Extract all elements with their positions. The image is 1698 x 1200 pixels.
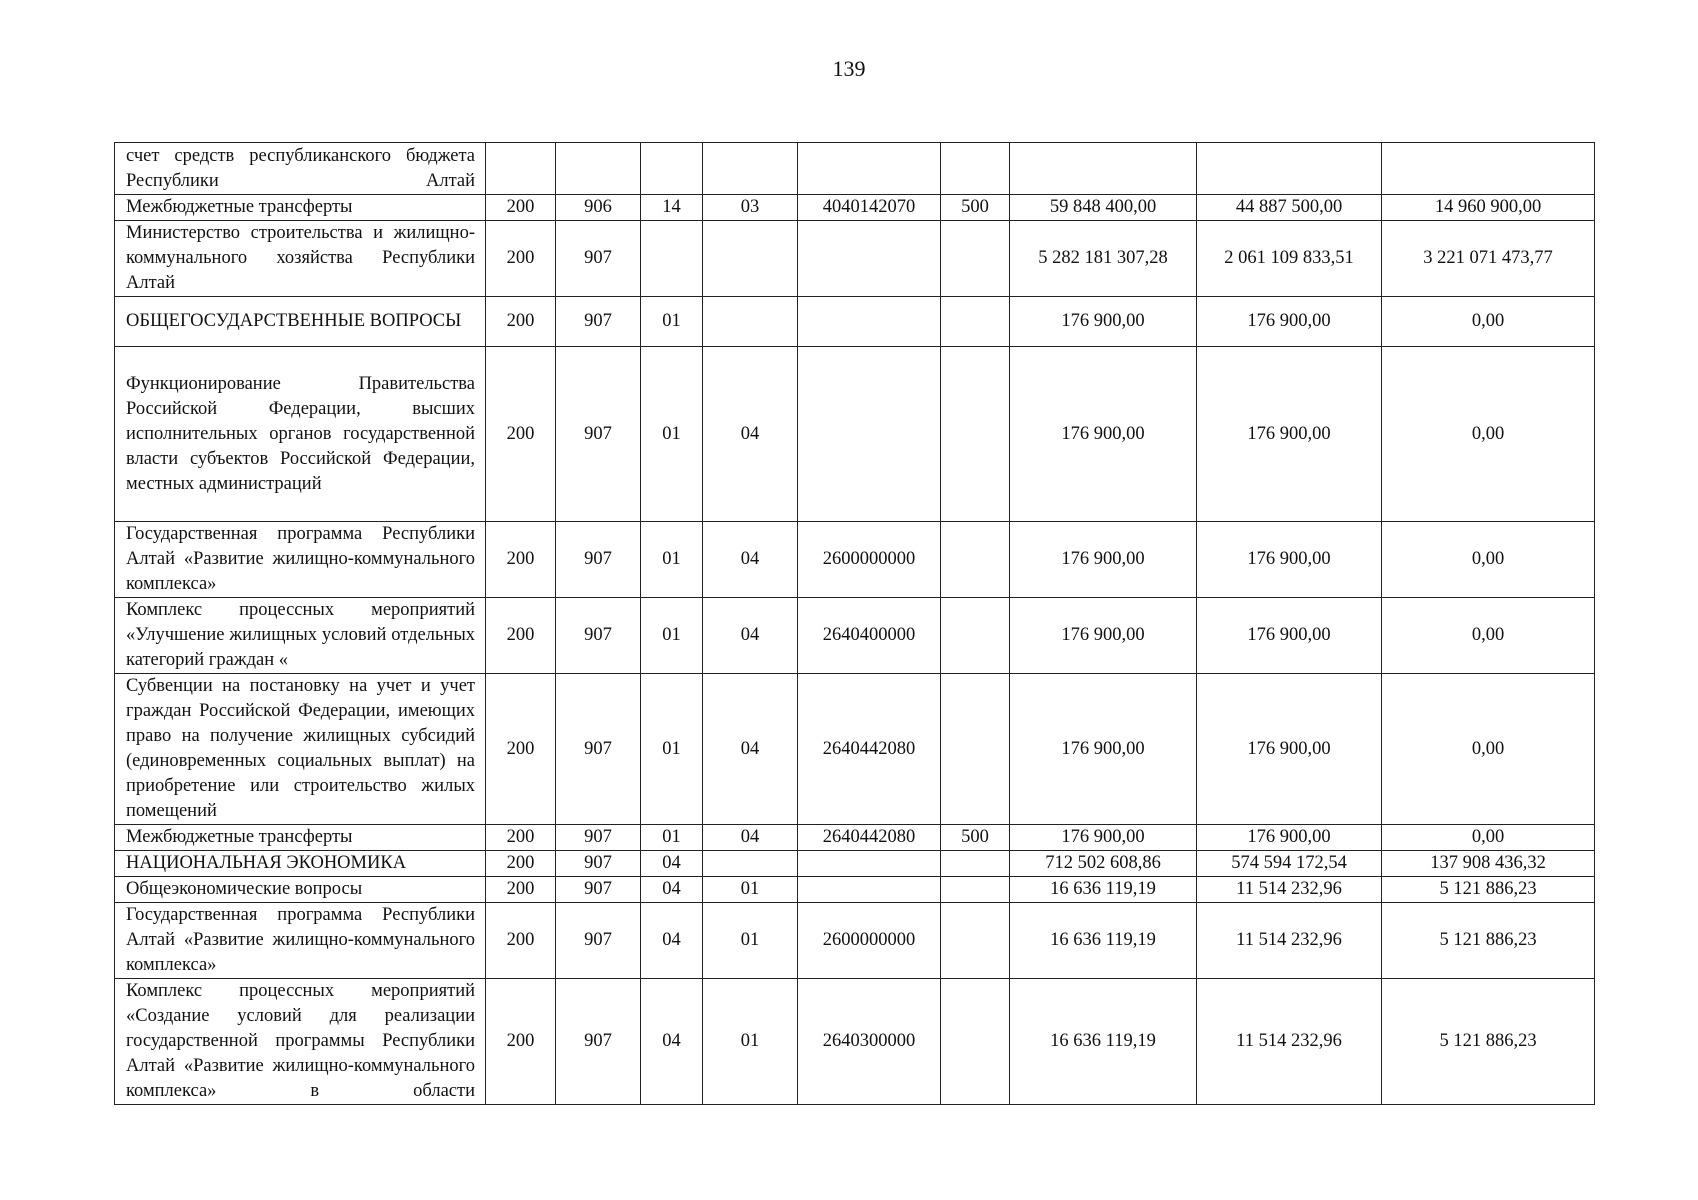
- sum-fed-cell: 176 900,00: [1197, 522, 1382, 598]
- pr-cell: 01: [703, 877, 798, 903]
- sum-total-cell: 16 636 119,19: [1010, 979, 1197, 1105]
- table-row: [115, 979, 1595, 1105]
- row-name-cell: Комплекс процессных мероприятий «Улучшение жилищных условий отдельных категорий граждан «: [115, 598, 486, 674]
- rz-cell: 01: [641, 522, 703, 598]
- ved-cell: 907: [556, 522, 641, 598]
- ved-cell: 907: [556, 598, 641, 674]
- sum-fed-cell: 44 887 500,00: [1197, 195, 1382, 221]
- pr-cell: [703, 221, 798, 297]
- gv-cell: 200: [486, 903, 556, 979]
- sum-rep-cell: 5 121 886,23: [1382, 903, 1595, 979]
- pr-cell: 04: [703, 598, 798, 674]
- gv-cell: 200: [486, 522, 556, 598]
- row-name-cell: Комплекс процессных мероприятий «Создание условий для реализации государственной программы Республики Алтай «Развитие жилищно-коммунального комплекса» в области: [115, 979, 486, 1105]
- sum-fed-cell: 176 900,00: [1197, 347, 1382, 522]
- pr-cell: [703, 851, 798, 877]
- table-row: [115, 221, 1595, 297]
- gv-cell: 200: [486, 979, 556, 1105]
- gv-cell: 200: [486, 825, 556, 851]
- pr-cell: 01: [703, 979, 798, 1105]
- table-row: [115, 143, 1595, 195]
- sum-rep-cell: 5 121 886,23: [1382, 877, 1595, 903]
- pr-cell: [703, 143, 798, 195]
- vr-cell: [941, 598, 1010, 674]
- vr-cell: 500: [941, 825, 1010, 851]
- csr-cell: 2600000000: [798, 903, 941, 979]
- table-row: [115, 903, 1595, 979]
- table-row: [115, 347, 1595, 522]
- gv-cell: 200: [486, 195, 556, 221]
- sum-fed-cell: 176 900,00: [1197, 297, 1382, 347]
- csr-cell: 2640300000: [798, 979, 941, 1105]
- sum-fed-cell: 176 900,00: [1197, 674, 1382, 825]
- ved-cell: 907: [556, 825, 641, 851]
- sum-total-cell: 59 848 400,00: [1010, 195, 1197, 221]
- ved-cell: 907: [556, 851, 641, 877]
- sum-total-cell: 176 900,00: [1010, 297, 1197, 347]
- sum-total-cell: 16 636 119,19: [1010, 877, 1197, 903]
- sum-fed-cell: 574 594 172,54: [1197, 851, 1382, 877]
- row-name-cell: Государственная программа Республики Алтай «Развитие жилищно-коммунального комплекса»: [115, 903, 486, 979]
- sum-rep-cell: 0,00: [1382, 598, 1595, 674]
- csr-cell: 2640442080: [798, 674, 941, 825]
- sum-rep-cell: 5 121 886,23: [1382, 979, 1595, 1105]
- sum-rep-cell: 0,00: [1382, 347, 1595, 522]
- table-row: [115, 522, 1595, 598]
- table-row: [115, 195, 1595, 221]
- row-name-cell: Общеэкономические вопросы: [115, 877, 486, 903]
- sum-total-cell: 712 502 608,86: [1010, 851, 1197, 877]
- ved-cell: 907: [556, 979, 641, 1105]
- row-name-cell: Министерство строительства и жилищно-коммунального хозяйства Республики Алтай: [115, 221, 486, 297]
- ved-cell: [556, 143, 641, 195]
- pr-cell: 04: [703, 347, 798, 522]
- table-row: [115, 674, 1595, 825]
- vr-cell: [941, 903, 1010, 979]
- sum-rep-cell: 14 960 900,00: [1382, 195, 1595, 221]
- rz-cell: 14: [641, 195, 703, 221]
- rz-cell: 04: [641, 851, 703, 877]
- csr-cell: 2640400000: [798, 598, 941, 674]
- csr-cell: [798, 347, 941, 522]
- row-name-cell: Субвенции на постановку на учет и учет граждан Российской Федерации, имеющих право на получение жилищных субсидий (единовременных социальных выплат) на приобретение или строительство жилых помещений: [115, 674, 486, 825]
- csr-cell: [798, 297, 941, 347]
- ved-cell: 907: [556, 877, 641, 903]
- sum-total-cell: 16 636 119,19: [1010, 903, 1197, 979]
- table-row: [115, 297, 1595, 347]
- sum-fed-cell: [1197, 143, 1382, 195]
- row-name-cell: НАЦИОНАЛЬНАЯ ЭКОНОМИКА: [115, 851, 486, 877]
- sum-fed-cell: 11 514 232,96: [1197, 979, 1382, 1105]
- vr-cell: 500: [941, 195, 1010, 221]
- sum-total-cell: 5 282 181 307,28: [1010, 221, 1197, 297]
- table-row: [115, 851, 1595, 877]
- ved-cell: 907: [556, 221, 641, 297]
- csr-cell: 2600000000: [798, 522, 941, 598]
- sum-rep-cell: 0,00: [1382, 674, 1595, 825]
- rz-cell: [641, 143, 703, 195]
- sum-rep-cell: 0,00: [1382, 825, 1595, 851]
- csr-cell: [798, 221, 941, 297]
- csr-cell: 4040142070: [798, 195, 941, 221]
- row-name-cell: Функционирование Правительства Российской Федерации, высших исполнительных органов государственной власти субъектов Российской Федерации, местных администраций: [115, 347, 486, 522]
- sum-total-cell: 176 900,00: [1010, 347, 1197, 522]
- gv-cell: 200: [486, 297, 556, 347]
- pr-cell: 04: [703, 674, 798, 825]
- ved-cell: 907: [556, 347, 641, 522]
- vr-cell: [941, 347, 1010, 522]
- pr-cell: 03: [703, 195, 798, 221]
- row-name-cell: Государственная программа Республики Алтай «Развитие жилищно-коммунального комплекса»: [115, 522, 486, 598]
- pr-cell: [703, 297, 798, 347]
- vr-cell: [941, 979, 1010, 1105]
- sum-fed-cell: 2 061 109 833,51: [1197, 221, 1382, 297]
- sum-total-cell: [1010, 143, 1197, 195]
- ved-cell: 907: [556, 674, 641, 825]
- rz-cell: 01: [641, 598, 703, 674]
- csr-cell: 2640442080: [798, 825, 941, 851]
- gv-cell: 200: [486, 674, 556, 825]
- rz-cell: 01: [641, 297, 703, 347]
- sum-fed-cell: 176 900,00: [1197, 825, 1382, 851]
- row-name-cell: Межбюджетные трансферты: [115, 195, 486, 221]
- page-number: 139: [832, 56, 866, 81]
- sum-total-cell: 176 900,00: [1010, 674, 1197, 825]
- rz-cell: [641, 221, 703, 297]
- sum-rep-cell: 3 221 071 473,77: [1382, 221, 1595, 297]
- csr-cell: [798, 851, 941, 877]
- table-row: [115, 598, 1595, 674]
- vr-cell: [941, 297, 1010, 347]
- table-row: [115, 877, 1595, 903]
- sum-rep-cell: 0,00: [1382, 522, 1595, 598]
- row-name-cell: ОБЩЕГОСУДАРСТВЕННЫЕ ВОПРОСЫ: [115, 297, 486, 347]
- pr-cell: 01: [703, 903, 798, 979]
- pr-cell: 04: [703, 522, 798, 598]
- budget-table: [114, 142, 1595, 1105]
- pr-cell: 04: [703, 825, 798, 851]
- row-name-cell: счет средств республиканского бюджета Республики Алтай: [115, 143, 486, 195]
- rz-cell: 04: [641, 877, 703, 903]
- gv-cell: 200: [486, 877, 556, 903]
- ved-cell: 907: [556, 297, 641, 347]
- ved-cell: 907: [556, 903, 641, 979]
- sum-fed-cell: 11 514 232,96: [1197, 903, 1382, 979]
- gv-cell: 200: [486, 851, 556, 877]
- gv-cell: [486, 143, 556, 195]
- csr-cell: [798, 877, 941, 903]
- rz-cell: 04: [641, 903, 703, 979]
- rz-cell: 01: [641, 674, 703, 825]
- vr-cell: [941, 143, 1010, 195]
- gv-cell: 200: [486, 598, 556, 674]
- rz-cell: 01: [641, 825, 703, 851]
- sum-fed-cell: 176 900,00: [1197, 598, 1382, 674]
- rz-cell: 04: [641, 979, 703, 1105]
- rz-cell: 01: [641, 347, 703, 522]
- sum-fed-cell: 11 514 232,96: [1197, 877, 1382, 903]
- sum-rep-cell: [1382, 143, 1595, 195]
- table-row: [115, 825, 1595, 851]
- vr-cell: [941, 851, 1010, 877]
- ved-cell: 906: [556, 195, 641, 221]
- csr-cell: [798, 143, 941, 195]
- gv-cell: 200: [486, 347, 556, 522]
- sum-total-cell: 176 900,00: [1010, 825, 1197, 851]
- row-name-cell: Межбюджетные трансферты: [115, 825, 486, 851]
- sum-total-cell: 176 900,00: [1010, 598, 1197, 674]
- gv-cell: 200: [486, 221, 556, 297]
- vr-cell: [941, 674, 1010, 825]
- vr-cell: [941, 877, 1010, 903]
- vr-cell: [941, 522, 1010, 598]
- sum-rep-cell: 0,00: [1382, 297, 1595, 347]
- vr-cell: [941, 221, 1010, 297]
- sum-total-cell: 176 900,00: [1010, 522, 1197, 598]
- sum-rep-cell: 137 908 436,32: [1382, 851, 1595, 877]
